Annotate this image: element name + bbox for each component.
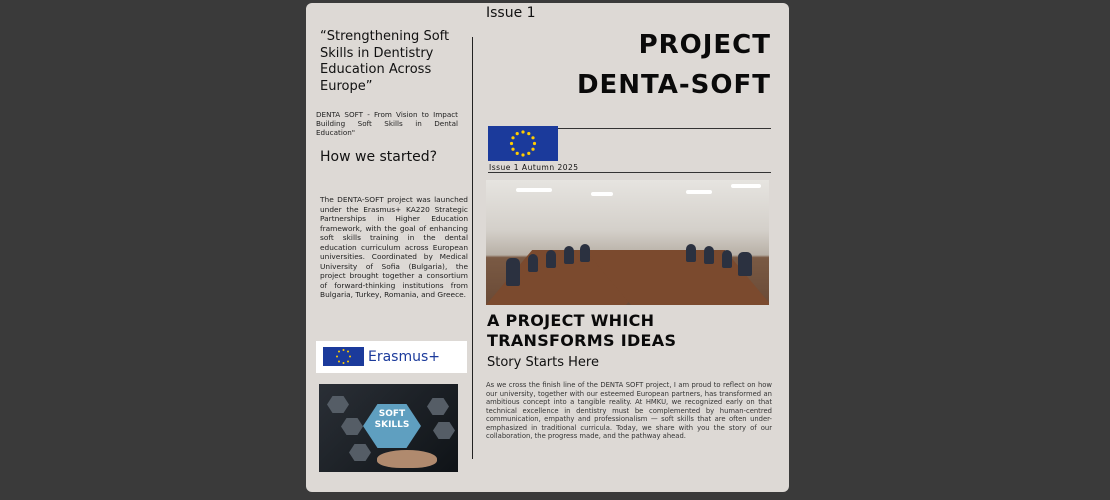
person [738, 252, 752, 276]
person [546, 250, 556, 268]
eu-flag-icon [488, 126, 558, 161]
project-subtitle: DENTA SOFT - From Vision to Impact Building Soft Skills in Dental Education" [316, 110, 458, 137]
person [580, 244, 590, 262]
hex-icon [327, 396, 349, 413]
hex-icon [349, 444, 371, 461]
meeting-photo [486, 180, 769, 305]
person [722, 250, 732, 268]
person [564, 246, 574, 264]
story-body-text: As we cross the finish line of the DENTA SOFT project, I am proud to reflect on how our university, together with our esteemed European partners, has transformed an ambitious concept into a tangible reality. At HMKU, we recognized early on that technical excellence in dentistry must be complemented by human-centred communication, empathy and professionalism — soft skills that are often under-emphasized in traditional curricula. Today, we share with you the story of our collaboration, the progress made, and the pathway ahead. [486, 381, 772, 440]
ceiling-light [686, 190, 712, 194]
person [506, 258, 520, 286]
erasmus-logo [316, 341, 467, 373]
erasmus-flag-icon [323, 347, 364, 366]
soft-skills-graphic [319, 384, 458, 472]
ceiling-light [516, 188, 552, 192]
erasmus-label: Erasmus+ [368, 349, 441, 365]
story-heading: Story Starts Here [487, 355, 599, 370]
title-line-1: PROJECT [638, 30, 771, 60]
column-divider [472, 37, 473, 459]
divider-bottom [488, 172, 771, 173]
hex-icon [427, 398, 449, 415]
project-quote: “Strengthening Soft Skills in Dentistry Education Across Europe” [320, 29, 450, 94]
title-line-2: DENTA-SOFT [576, 70, 771, 100]
headline: A PROJECT WHICH TRANSFORMS IDEAS [487, 311, 677, 350]
hex-icon [433, 422, 455, 439]
issue-label-top: Issue 1 [486, 5, 536, 21]
ceiling-light [731, 184, 761, 188]
person [528, 254, 538, 272]
soft-skills-label: SOFT SKILLS [374, 409, 410, 430]
how-heading: How we started? [320, 149, 438, 165]
ceiling-light [591, 192, 613, 196]
how-body-text: The DENTA-SOFT project was launched under the Erasmus+ KA220 Strategic Partnerships in Higher Education framework, with the goal of enhancing soft skills training in the dental education curriculum across European universities. Coordinated by Medical University of Sofia (Bulgaria), the project brought together a consortium of forward-thinking institutions from Bulgaria, Turkey, Romania, and Greece. [320, 195, 468, 299]
person [704, 246, 714, 264]
hand-icon [377, 450, 437, 468]
newsletter-page [306, 3, 789, 492]
issue-date: Issue 1 Autumn 2025 [489, 163, 579, 172]
hex-icon [341, 418, 363, 435]
person [686, 244, 696, 262]
